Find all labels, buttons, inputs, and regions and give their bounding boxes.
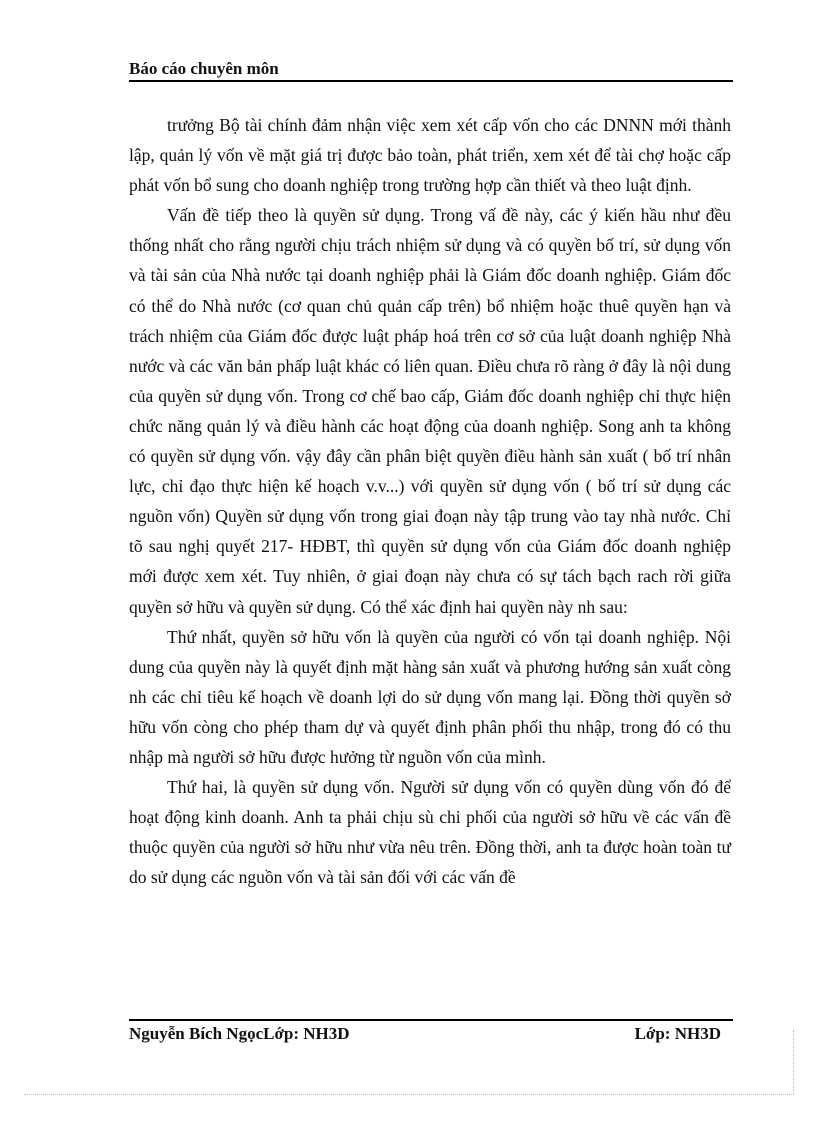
footer-divider — [129, 1019, 733, 1021]
page-edge-divider — [24, 1094, 794, 1095]
paragraph: Thứ hai, là quyền sử dụng vốn. Người sử dụng vốn có quyền dùng vốn đó để hoạt động kinh doanh. Anh ta phải chịu sù chi phối của người sở hữu về các vấn đề thuộc quyền của người sở hữu như vừa nêu trên. Đồng thời, anh ta được hoàn toàn tư do sử dụng các nguồn vốn và tài sản đối với các vấn đề — [129, 777, 731, 888]
page-footer — [129, 1024, 721, 1048]
page-edge-divider — [793, 1030, 794, 1094]
document-body — [129, 110, 731, 892]
footer-author: Nguyễn Bích NgọcLớp: NH3D — [129, 1024, 350, 1043]
footer-class: Lớp: NH3D — [634, 1024, 721, 1043]
paragraph: Vấn đề tiếp theo là quyền sử dụng. Trong vấ đề này, các ý kiến hầu như đều thống nhất cho rằng người chịu trách nhiệm sử dụng và có quyền bố trí, sử dụng vốn và tài sản của Nhà nước tại doanh nghiệp phải là Giám đốc doanh nghiệp. Giám đốc có thể do Nhà nước (cơ quan chủ quản cấp trên) bổ nhiệm hoặc thuê quyền hạn và trách nhiệm của Giám đốc được luật pháp hoá trên cơ sở của luật doanh nghiệp Nhà nước và các văn bản phấp luật khác có liên quan. Điều chưa rõ ràng ở đây là nội dung của quyền sử dụng vốn. Trong cơ chế bao cấp, Giám đốc doanh nghiệp chỉ thực hiện chức năng quản lý và điều hành các hoạt động của doanh nghiệp. Song anh ta không có quyền sử dụng vốn. vậy đây cần phân biệt quyền điều hành sản xuất ( bố trí nhân lực, chỉ đạo thực hiện kế hoạch v.v...) với quyền sử dụng vốn ( bố trí sử dụng các nguồn vốn) Quyền sử dụng vốn trong giai đoạn này tập trung vào tay nhà nước. Chỉ tõ sau nghị quyết 217- HĐBT, thì quyền sử dụng vốn của Giám đốc doanh nghiệp mới được xem xét. Tuy nhiên, ở giai đoạn này chưa có sự tách bạch rach rời giữa quyền sở hữu và quyền sử dụng. Có thể xác định hai quyền này nh sau: — [129, 205, 731, 617]
header-title: Báo cáo chuyên môn — [129, 59, 279, 78]
page-header — [129, 58, 733, 82]
paragraph: Thứ nhất, quyền sở hữu vốn là quyền của người có vốn tại doanh nghiệp. Nội dung của quyền này là quyết định mặt hàng sản xuất và phương hướng sản xuất còng nh các chỉ tiêu kế hoạch về doanh lợi do sử dụng vốn mang lại. Đồng thời quyền sở hữu vốn còng cho phép tham dự và quyết định phân phối thu nhập, trong đó có thu nhập mà người sở hữu được hưởng từ nguồn vốn của mình. — [129, 626, 731, 767]
paragraph: trưởng Bộ tài chính đảm nhận việc xem xét cấp vốn cho các DNNN mới thành lập, quản lý vốn về mặt giá trị được bảo toàn, phát triển, xem xét để tài chợ hoặc cấp phát vốn bổ sung cho doanh nghiệp trong trường hợp cần thiết và theo luật định. — [129, 115, 731, 196]
